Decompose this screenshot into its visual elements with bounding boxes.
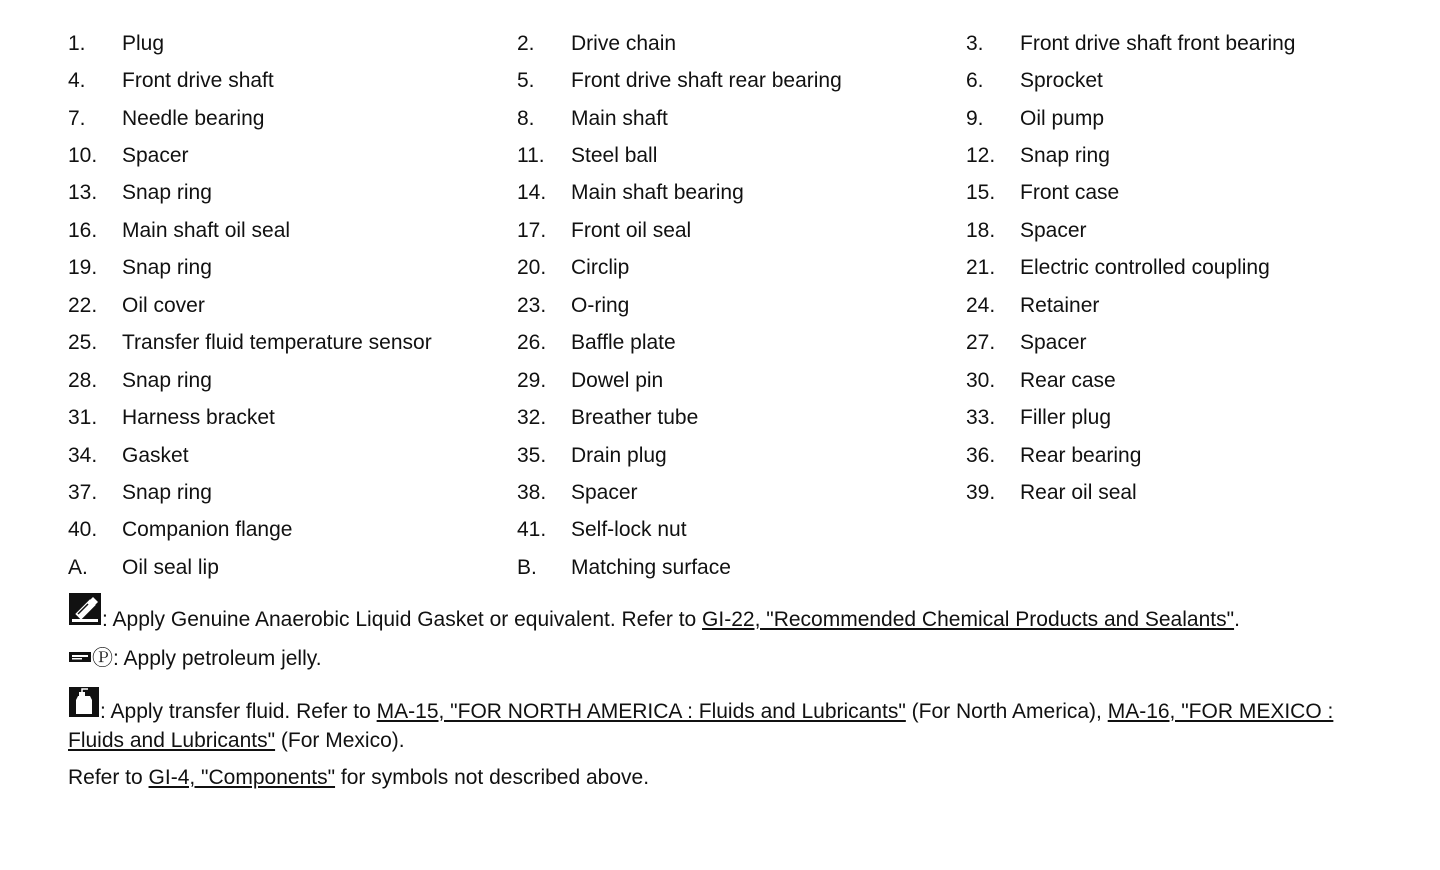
legend-item-label: Spacer <box>571 480 638 504</box>
legend-item <box>68 287 517 324</box>
legend-item-number: 24. <box>966 293 996 317</box>
legend-item <box>517 62 966 99</box>
legend-item-number: 7. <box>68 106 86 130</box>
gi-4-link[interactable]: GI-4, "Components" <box>148 766 336 789</box>
legend-item <box>517 399 966 436</box>
legend-item-label: Spacer <box>1020 331 1087 355</box>
legend-item-number: 2. <box>517 31 535 55</box>
legend-item-number: 19. <box>68 256 98 280</box>
legend-item-number: 38. <box>517 480 547 504</box>
legend-item-number: 22. <box>68 293 98 317</box>
legend-item-label: Main shaft oil seal <box>122 218 291 242</box>
legend-item-number: 25. <box>68 331 98 355</box>
legend-item <box>517 100 966 137</box>
legend-item-number: 1. <box>68 31 86 55</box>
legend-item <box>68 399 517 436</box>
legend-item-number: 28. <box>68 368 98 392</box>
legend-item <box>68 212 517 249</box>
legend-item-label: Rear bearing <box>1020 443 1142 467</box>
legend-item <box>517 512 966 549</box>
legend-item-label: Front drive shaft rear bearing <box>571 69 842 93</box>
legend-item-label: Gasket <box>122 443 189 467</box>
legend-item-label: Front drive shaft <box>122 69 274 93</box>
legend-item-label: Snap ring <box>122 480 212 504</box>
legend-item <box>517 250 966 287</box>
legend-item-label: Baffle plate <box>571 331 676 355</box>
reference-prefix: Refer to <box>68 766 149 789</box>
legend-item-label: Spacer <box>122 144 189 168</box>
legend-item-label: Breather tube <box>571 406 699 430</box>
legend-item <box>966 362 1388 399</box>
legend-item-label: Self-lock nut <box>571 518 687 542</box>
legend-item <box>68 437 517 474</box>
gi-22-link[interactable]: GI-22, "Recommended Chemical Products and Sealants" <box>702 608 1235 631</box>
legend-item <box>966 437 1388 474</box>
sealant-note-text <box>102 605 1240 634</box>
legend-item-number: 4. <box>68 69 86 93</box>
legend-item-label: Matching surface <box>571 555 731 579</box>
legend-item <box>68 362 517 399</box>
legend-item-number: 3. <box>966 31 984 55</box>
legend-item <box>517 474 966 511</box>
legend-item <box>517 437 966 474</box>
legend-item-number: 11. <box>517 144 545 168</box>
legend-item-number: 15. <box>966 181 996 205</box>
legend-item-number: 8. <box>517 106 535 130</box>
legend-item-number: 35. <box>517 443 547 467</box>
legend-item-label: Circlip <box>571 256 630 280</box>
legend-item <box>966 100 1388 137</box>
legend-item-label: Snap ring <box>122 256 212 280</box>
sealant-tube-icon <box>68 592 102 634</box>
legend-item-label: Sprocket <box>1020 69 1103 93</box>
legend-item-label: Front drive shaft front bearing <box>1020 31 1296 55</box>
legend-item <box>517 362 966 399</box>
transfer-fluid-note <box>68 686 1388 755</box>
petroleum-jelly-note <box>68 642 1388 674</box>
legend-item <box>68 137 517 174</box>
legend-item <box>68 512 517 549</box>
legend-item-number: 21. <box>966 256 996 280</box>
legend-item-label: Main shaft <box>571 106 668 130</box>
legend-item-label: Companion flange <box>122 518 293 542</box>
legend-item-label: Oil cover <box>122 293 205 317</box>
legend-item-number: 13. <box>68 181 98 205</box>
legend-item-number: 20. <box>517 256 547 280</box>
legend-item <box>966 250 1388 287</box>
legend-item-label: Steel ball <box>571 144 658 168</box>
legend-item-label: O-ring <box>571 293 630 317</box>
legend-item-number: 31. <box>68 406 98 430</box>
legend-item-number: 23. <box>517 293 547 317</box>
legend-item-label: Snap ring <box>122 368 212 392</box>
legend-item-number: 26. <box>517 331 547 355</box>
legend-item-label: Harness bracket <box>122 406 275 430</box>
legend-item <box>68 175 517 212</box>
legend-item <box>966 175 1388 212</box>
legend-item-label: Transfer fluid temperature sensor <box>122 331 432 355</box>
legend-item-number: 12. <box>966 144 996 168</box>
legend-item-number: 41. <box>517 518 547 542</box>
legend-item <box>68 474 517 511</box>
legend-item-number: 17. <box>517 218 547 242</box>
sealant-note-suffix: . <box>1234 608 1240 631</box>
legend-item-label: Snap ring <box>122 181 212 205</box>
legend-item <box>517 25 966 62</box>
legend-item-label: Rear oil seal <box>1020 480 1137 504</box>
legend-item-number: 29. <box>517 368 547 392</box>
legend-item <box>966 512 1388 549</box>
legend-item-label: Snap ring <box>1020 144 1110 168</box>
legend-item-label: Dowel pin <box>571 368 664 392</box>
ma-16-link[interactable]: MA-16, "FOR MEXICO : Fluids and Lubricants" <box>68 700 1334 752</box>
legend-item-number: 34. <box>68 443 98 467</box>
legend-item <box>68 25 517 62</box>
sealant-note <box>68 594 1388 634</box>
legend-item-number: 5. <box>517 69 535 93</box>
legend-item-label: Main shaft bearing <box>571 181 744 205</box>
legend-item-number: 37. <box>68 480 98 504</box>
legend-item-number: 27. <box>966 331 996 355</box>
petroleum-jelly-icon <box>68 644 92 673</box>
legend-item-label: Front case <box>1020 181 1120 205</box>
legend-item <box>966 474 1388 511</box>
legend-item-label: Plug <box>122 31 165 55</box>
legend-item-label: Spacer <box>1020 218 1087 242</box>
legend-item-number: 32. <box>517 406 547 430</box>
legend-item-label: Retainer <box>1020 293 1100 317</box>
legend-item-label: Drain plug <box>571 443 667 467</box>
transfer-fluid-middle: (For North America), <box>905 700 1108 723</box>
legend-item-number: 40. <box>68 518 98 542</box>
legend-item-label: Filler plug <box>1020 406 1112 430</box>
ma-15-link[interactable]: MA-15, "FOR NORTH AMERICA : Fluids and Lubricants" <box>376 700 906 723</box>
parts-legend <box>68 25 1388 587</box>
legend-item-label: Electric controlled coupling <box>1020 256 1270 280</box>
legend-item-label: Oil pump <box>1020 106 1105 130</box>
legend-item <box>966 137 1388 174</box>
legend-item <box>966 25 1388 62</box>
legend-item <box>517 212 966 249</box>
legend-item <box>517 137 966 174</box>
transfer-fluid-prefix: : Apply transfer fluid. Refer to <box>100 700 377 723</box>
legend-item-label: Rear case <box>1020 368 1116 392</box>
legend-item <box>966 287 1388 324</box>
legend-item <box>68 250 517 287</box>
oil-can-icon <box>68 686 100 726</box>
legend-item <box>966 549 1388 586</box>
legend-item <box>966 399 1388 436</box>
legend-item <box>68 549 517 586</box>
petroleum-jelly-symbol: Ⓟ <box>92 646 113 670</box>
legend-item <box>68 325 517 362</box>
legend-item-number: B. <box>517 555 537 579</box>
legend-item <box>517 287 966 324</box>
sealant-note-prefix: : Apply Genuine Anaerobic Liquid Gasket or equivalent. Refer to <box>102 608 703 631</box>
legend-item <box>517 549 966 586</box>
legend-item-number: 6. <box>966 69 984 93</box>
legend-item-label: Drive chain <box>571 31 677 55</box>
legend-item <box>966 325 1388 362</box>
legend-item-number: A. <box>68 555 88 579</box>
legend-item-number: 14. <box>517 181 547 205</box>
legend-item <box>966 62 1388 99</box>
legend-item-label: Needle bearing <box>122 106 265 130</box>
reference-suffix: for symbols not described above. <box>335 766 650 789</box>
notes-section <box>68 594 1388 792</box>
legend-item-number: 16. <box>68 218 98 242</box>
legend-item-number: 33. <box>966 406 996 430</box>
legend-item <box>517 325 966 362</box>
legend-item-number: 36. <box>966 443 996 467</box>
legend-item-number: 18. <box>966 218 996 242</box>
legend-item <box>966 212 1388 249</box>
legend-item-number: 39. <box>966 480 996 504</box>
legend-item <box>68 100 517 137</box>
legend-item-number: 10. <box>68 144 98 168</box>
legend-item <box>68 62 517 99</box>
legend-item <box>517 175 966 212</box>
petroleum-jelly-text: : Apply petroleum jelly. <box>113 646 322 670</box>
transfer-fluid-suffix: (For Mexico). <box>275 729 405 752</box>
symbols-reference-note <box>68 763 1388 792</box>
legend-item-number: 30. <box>966 368 996 392</box>
legend-item-label: Front oil seal <box>571 218 692 242</box>
legend-item-label: Oil seal lip <box>122 555 219 579</box>
legend-item-number: 9. <box>966 106 984 130</box>
